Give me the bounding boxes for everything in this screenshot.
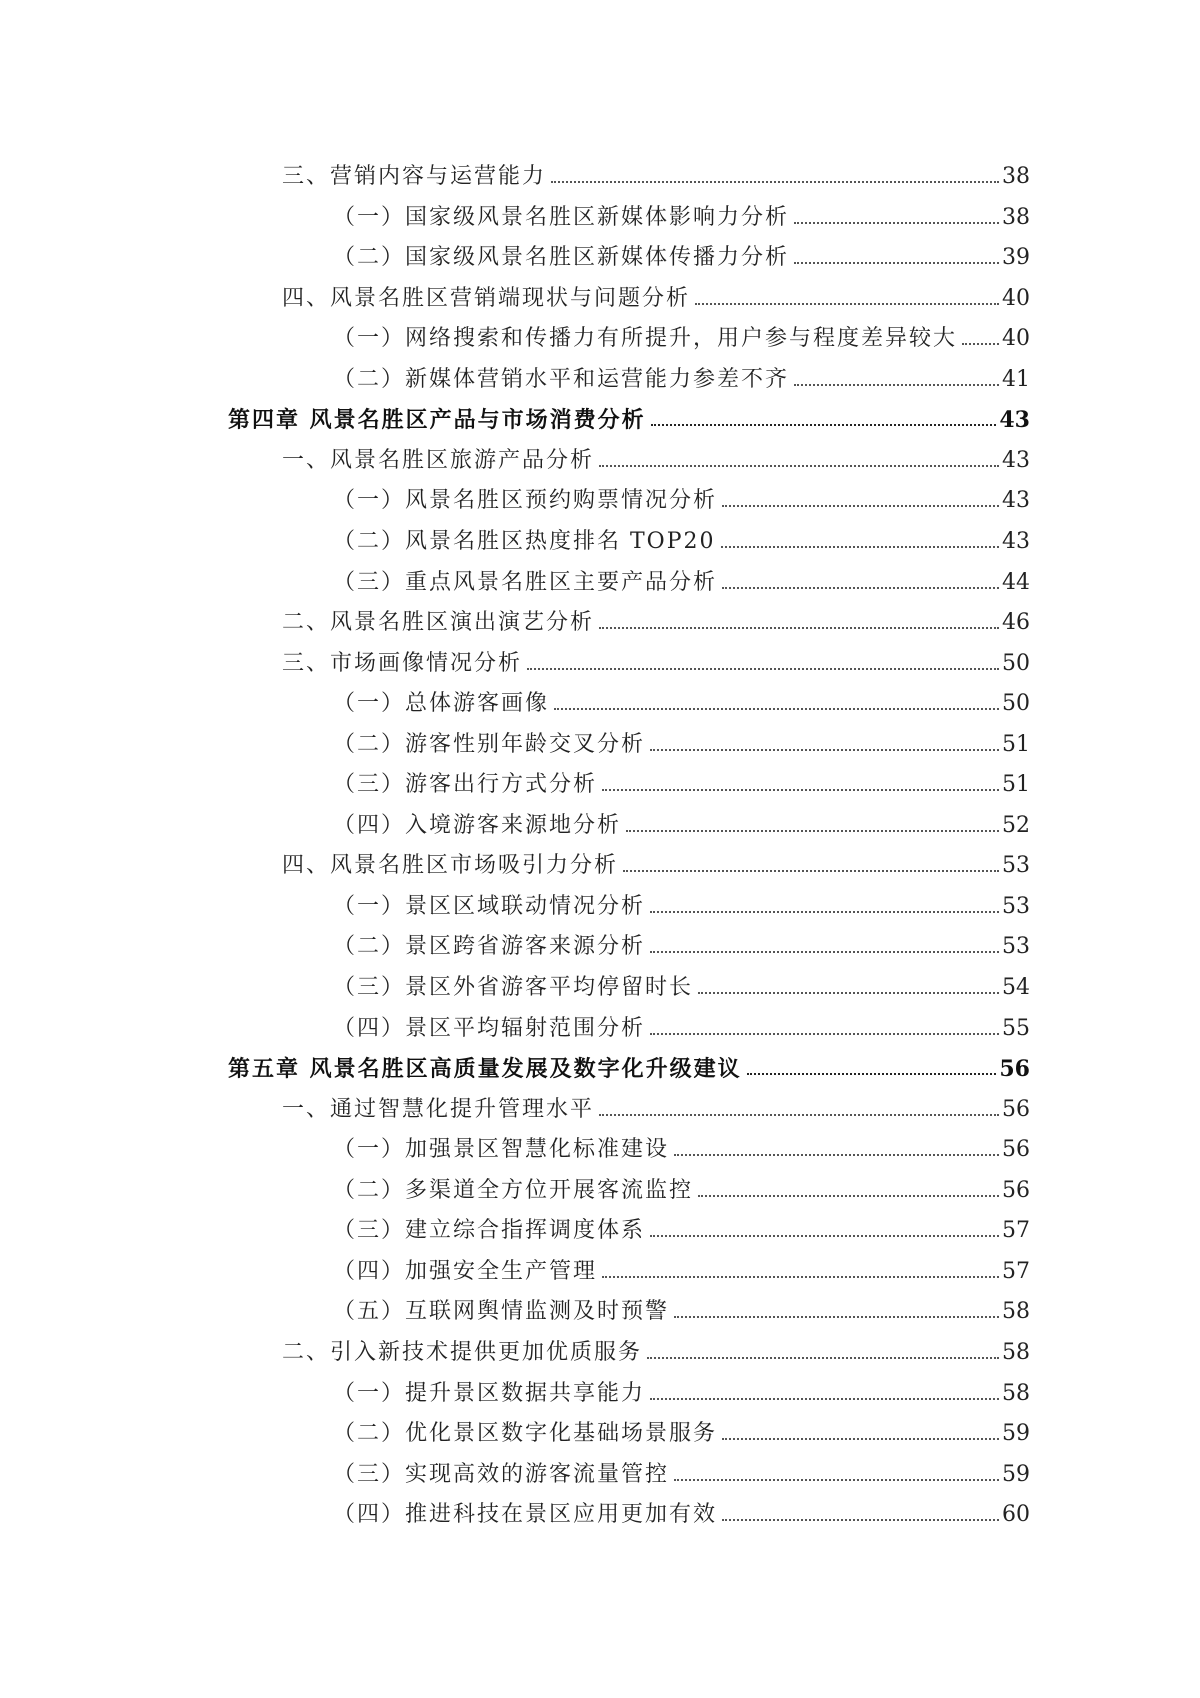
toc-entry-page-number: 53 [1002,853,1030,879]
toc-entry-label: （一）提升景区数据共享能力 [333,1380,646,1406]
toc-entry-section[interactable] [282,1324,1030,1364]
toc-entry-page-number: 59 [1002,1421,1030,1447]
toc-entry-label: （五）互联网舆情监测及时预警 [333,1299,670,1325]
toc-entry-page-number: 53 [1002,934,1030,960]
toc-entry-section[interactable] [282,1081,1030,1121]
toc-entry-sub[interactable] [333,675,1030,715]
toc-entry-page-number: 44 [1002,569,1030,595]
toc-entry-sub[interactable] [333,472,1030,512]
toc-entry-sub[interactable] [333,229,1030,269]
toc-entry-page-number: 56 [1002,1096,1030,1122]
toc-entry-page-number: 40 [1002,285,1030,311]
toc-entry-page-number: 43 [1002,447,1030,473]
toc-entry-page-number: 56 [1002,1177,1030,1203]
toc-entry-label: （三）实现高效的游客流量管控 [333,1461,670,1487]
dot-leader [650,1398,999,1400]
toc-entry-page-number: 38 [1002,204,1030,230]
toc-entry-label: 第四章 风景名胜区产品与市场消费分析 [228,407,646,434]
toc-entry-section[interactable] [282,635,1030,675]
dot-leader [599,627,999,629]
toc-entry-page-number: 56 [1002,1137,1030,1163]
toc-entry-page-number: 43 [1002,488,1030,514]
dot-leader [551,181,999,183]
dot-leader [698,992,999,994]
toc-entry-label: （四）景区平均辐射范围分析 [333,1015,646,1041]
dot-leader [599,465,999,467]
toc-entry-sub[interactable] [333,1000,1030,1040]
dot-leader [650,1033,999,1035]
dot-leader [651,424,997,426]
toc-entry-sub[interactable] [333,959,1030,999]
toc-entry-label: 二、风景名胜区演出演艺分析 [282,610,595,636]
dot-leader [695,303,999,305]
toc-entry-chapter[interactable] [228,391,1030,434]
toc-entry-section[interactable] [282,432,1030,472]
dot-leader [650,749,999,751]
toc-entry-label: （一）国家级风景名胜区新媒体影响力分析 [333,204,790,230]
toc-entry-page-number: 51 [1002,772,1030,798]
toc-entry-section[interactable] [282,837,1030,877]
toc-entry-sub[interactable] [333,1365,1030,1405]
dot-leader [794,222,999,224]
toc-entry-page-number: 59 [1002,1461,1030,1487]
toc-entry-page-number: 51 [1002,731,1030,757]
toc-entry-label: 三、营销内容与运营能力 [282,164,547,189]
toc-entry-label: 第五章 风景名胜区高质量发展及数字化升级建议 [228,1056,742,1083]
toc-entry-page-number: 56 [999,1056,1030,1083]
toc-entry-label: （四）加强安全生产管理 [333,1258,598,1284]
toc-entry-sub[interactable] [333,1243,1030,1283]
toc-entry-label: （三）景区外省游客平均停留时长 [333,975,694,1000]
toc-entry-sub[interactable] [333,878,1030,918]
toc-entry-page-number: 46 [1002,610,1030,636]
toc-entry-sub[interactable] [333,1283,1030,1323]
toc-entry-label: （四）推进科技在景区应用更加有效 [333,1502,718,1528]
toc-entry-page-number: 57 [1002,1258,1030,1284]
dot-leader [602,789,999,791]
dot-leader [674,1154,999,1156]
toc-entry-page-number: 52 [1002,812,1030,838]
dot-leader [650,951,999,953]
toc-entry-sub[interactable] [333,310,1030,350]
toc-entry-page-number: 58 [1002,1380,1030,1406]
toc-entry-label: （一）网络搜索和传播力有所提升，用户参与程度差异较大 [333,326,958,352]
toc-entry-page-number: 38 [1002,164,1030,189]
toc-entry-sub[interactable] [333,716,1030,756]
dot-leader [626,830,999,832]
toc-entry-sub[interactable] [333,351,1030,391]
toc-entry-chapter[interactable] [228,1040,1030,1083]
toc-entry-page-number: 50 [1002,691,1030,717]
toc-entry-label: （二）游客性别年龄交叉分析 [333,731,646,757]
toc-entry-label: 四、风景名胜区市场吸引力分析 [282,853,619,879]
dot-leader [599,1114,999,1116]
toc-entry-label: 三、市场画像情况分析 [282,650,523,676]
toc-entry-sub[interactable] [333,1405,1030,1445]
toc-entry-label: （三）游客出行方式分析 [333,772,598,798]
toc-entry-label: （三）建立综合指挥调度体系 [333,1218,646,1244]
dot-leader [722,587,999,589]
toc-entry-page-number: 40 [1002,326,1030,352]
dot-leader [650,1235,999,1237]
dot-leader [722,1438,999,1440]
toc-entry-page-number: 41 [1002,366,1030,392]
toc-entry-label: （二）多渠道全方位开展客流监控 [333,1177,694,1203]
dot-leader [647,1357,999,1359]
toc-entry-label: （二）国家级风景名胜区新媒体传播力分析 [333,245,790,271]
dot-leader [698,1195,999,1197]
dot-leader [650,911,999,913]
toc-entry-page-number: 43 [1002,528,1030,554]
toc-entry-page-number: 55 [1002,1015,1030,1041]
toc-entry-label: （一）加强景区智慧化标准建设 [333,1137,670,1163]
toc-entry-sub[interactable] [333,1202,1030,1242]
toc-entry-label: 一、通过智慧化提升管理水平 [282,1096,595,1122]
toc-entry-label: （二）优化景区数字化基础场景服务 [333,1421,718,1447]
toc-entry-label: （一）景区区域联动情况分析 [333,893,646,919]
toc-entry-page-number: 58 [1002,1299,1030,1325]
toc-entry-sub[interactable] [333,1121,1030,1161]
toc-entry-label: （四）入境游客来源地分析 [333,812,622,838]
toc-entry-label: （二）景区跨省游客来源分析 [333,934,646,960]
toc-entry-sub[interactable] [333,756,1030,796]
toc-entry-label: （三）重点风景名胜区主要产品分析 [333,569,718,595]
dot-leader [554,708,999,710]
dot-leader [674,1316,999,1318]
dot-leader [527,668,999,670]
toc-entry-sub[interactable] [333,1486,1030,1526]
dot-leader [794,262,999,264]
toc-entry-sub[interactable] [333,1162,1030,1202]
toc-entry-label: 一、风景名胜区旅游产品分析 [282,447,595,473]
toc-entry-label: （二）风景名胜区热度排名 TOP20 [333,528,716,554]
toc-entry-label: （一）总体游客画像 [333,691,550,717]
toc-entry-section[interactable] [282,270,1030,310]
dot-leader [602,1276,999,1278]
toc-entry-sub[interactable] [333,918,1030,958]
toc-entry-label: （二）新媒体营销水平和运营能力参差不齐 [333,366,790,392]
dot-leader [721,546,999,548]
toc-entry-page-number: 54 [1002,975,1030,1000]
dot-leader [722,505,999,507]
dot-leader [962,343,999,345]
dot-leader [623,870,999,872]
toc-entry-sub[interactable] [333,189,1030,229]
dot-leader [794,384,999,386]
dot-leader [674,1479,999,1481]
toc-entry-page-number: 50 [1002,650,1030,676]
dot-leader [722,1519,999,1521]
toc-entry-sub[interactable] [333,797,1030,837]
toc-entry-page-number: 57 [1002,1218,1030,1244]
toc-entry-page-number: 43 [999,407,1030,434]
toc-entry-section[interactable] [282,594,1030,634]
toc-entry-label: （一）风景名胜区预约购票情况分析 [333,488,718,514]
toc-entry-sub[interactable] [333,1446,1030,1486]
toc-entry-page-number: 39 [1002,245,1030,271]
toc-entry-sub[interactable] [333,554,1030,594]
toc-entry-page-number: 58 [1002,1339,1030,1365]
toc-entry-page-number: 53 [1002,893,1030,919]
toc-entry-sub[interactable] [333,513,1030,553]
toc-entry-label: 二、引入新技术提供更加优质服务 [282,1339,643,1365]
toc-entry-section[interactable] [282,148,1030,188]
toc-entry-page-number: 60 [1002,1502,1030,1528]
dot-leader [747,1073,997,1075]
toc-entry-label: 四、风景名胜区营销端现状与问题分析 [282,285,691,311]
